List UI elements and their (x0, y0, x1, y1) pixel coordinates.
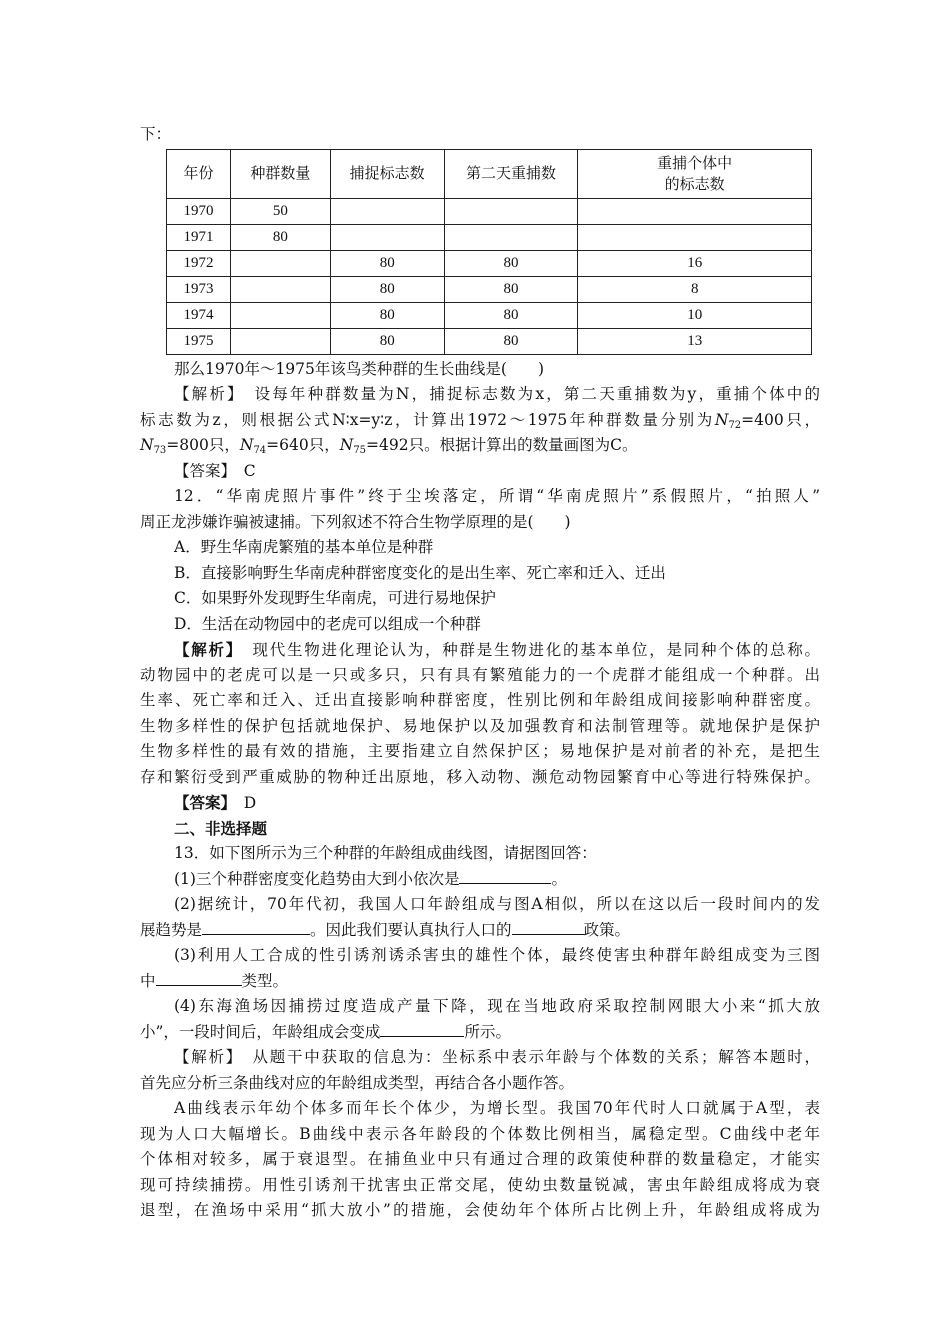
q12-analysis-line: 动物园中的老虎可以是一只或多只，只有具有繁殖能力的一个虎群才能组成一个种群。出 (140, 665, 820, 684)
q11-question: 那么1970年～1975年该鸟类种群的生长曲线是( ) (174, 359, 544, 378)
q12-option-c: C．如果野外发现野生华南虎，可进行易地保护 (174, 589, 496, 607)
q11-analysis-line: $N_{73}=800$只，$N_{74}=640$只，$N_{75}=492$只。根据计算出的数量画图为C。 (140, 436, 638, 456)
table-row: 1974 80 80 10 (167, 302, 812, 328)
section-heading: 二、非选择题 (174, 818, 268, 838)
q12-option-d: D．生活在动物园中的老虎可以组成一个种群 (174, 614, 481, 633)
q12-analysis-line: 【解析】 现代生物进化理论认为，种群是生物进化的基本单位，是同种个体的总称。 (174, 640, 820, 659)
q12-answer: 【答案】 D (174, 793, 257, 812)
header-year: 年份 (167, 149, 231, 198)
q12-analysis-line: 生物多样性的保护包括就地保护、易地保护以及加强教育和法制管理等。就地保护是保护 (140, 716, 820, 735)
header-marked: 捕捉标志数 (330, 149, 444, 198)
population-table (166, 149, 812, 355)
q11-analysis-line: 【解析】 设每年种群数量为N，捕捉标志数为x，第二天重捕数为y，重捕个体中的 (174, 385, 820, 403)
q13-analysis-line: 现为人口大幅增长。B曲线中表示各年龄段的个体数比例相当，属稳定型。C曲线中老年 (140, 1124, 820, 1143)
q11-analysis-line: 标志数为z，则根据公式N∶x=y∶z，计算出1972～1975年种群数量分别为$N_{72}=400$只， (140, 410, 821, 431)
answer-blank (459, 867, 551, 884)
answer-blank (512, 918, 584, 935)
q13-part2: 展趋势是 。因此我们要认真执行人口的 政策。 (140, 918, 820, 944)
header-marked-recaptured: 重捕个体中 的标志数 (578, 149, 812, 198)
table-row: 1971 80 (167, 224, 812, 250)
q12-option-b: B．直接影响野生华南虎种群密度变化的是出生率、死亡率和迁入、迁出 (174, 563, 666, 582)
q12-stem: 12．“华南虎照片事件”终于尘埃落定，所谓“华南虎照片”系假照片，“拍照人” (174, 487, 820, 505)
q11-answer: 【答案】 C (174, 461, 256, 480)
q13-part3: 中 类型。 (140, 969, 820, 995)
header-recaptured: 第二天重捕数 (444, 149, 578, 198)
document-page (140, 122, 820, 1224)
table-header-row (167, 149, 812, 198)
q13-analysis-line: 现可持续捕捞。用性引诱剂干扰害虫正常交尾，使幼虫数量锐减，害虫年龄组成将成为衰 (140, 1175, 820, 1194)
q13-part2: (2)据统计，70年代初，我国人口年龄组成与图A相似，所以在这以后一段时间内的发 (174, 895, 820, 913)
q12-analysis-line: 生率、死亡率和迁入、迁出直接影响种群密度，性别比例和年龄组成间接影响种群密度。 (140, 691, 820, 709)
table-row: 1975 80 80 13 (167, 328, 812, 354)
q13-part4: 小”，一段时间后，年龄组成会变成 所示。 (140, 1020, 820, 1046)
q13-analysis-line: 退型，在渔场中采用“抓大放小”的措施，会使幼年个体所占比例上升，年龄组成将成为 (140, 1201, 820, 1219)
q12-option-a: A．野生华南虎繁殖的基本单位是种群 (174, 538, 434, 556)
answer-blank (202, 918, 310, 935)
intro-fragment: 下： (140, 125, 172, 143)
q13-analysis-line: 【解析】 从题干中获取的信息为：坐标系中表示年龄与个体数的关系；解答本题时， (174, 1048, 820, 1066)
table-row: 1970 50 (167, 198, 812, 224)
q13-stem: 13．如下图所示为三个种群的年龄组成曲线图，请据图回答： (174, 844, 597, 862)
q13-analysis-line: A曲线表示年幼个体多而年长个体少，为增长型。我国70年代时人口就属于A型，表 (174, 1099, 820, 1117)
q13-part4: (4)东海渔场因捕捞过度造成产量下降，现在当地政府采取控制网眼大小来“抓大放 (174, 997, 820, 1015)
q12-analysis-line: 存和繁衍受到严重威胁的物种迁出原地，移入动物、濒危动物园繁育中心等进行特殊保护。 (140, 767, 820, 786)
answer-blank (380, 1020, 464, 1037)
q13-analysis-line: 个体相对较多，属于衰退型。在捕鱼业中只有通过合理的政策使种群的数量稳定，才能实 (140, 1150, 820, 1168)
table-row: 1973 80 80 8 (167, 276, 812, 302)
q12-stem: 周正龙涉嫌诈骗被逮捕。下列叙述不符合生物学原理的是( ) (140, 512, 571, 531)
q12-analysis-line: 生物多样性的最有效的措施，主要指建立自然保护区；易地保护是对前者的补充，是把生 (140, 742, 820, 760)
answer-blank (156, 969, 242, 986)
q13-part1: (1)三个种群密度变化趋势由大到小依次是 。 (140, 867, 820, 893)
table-row: 1972 80 80 16 (167, 250, 812, 276)
q13-part3: (3)利用人工合成的性引诱剂诱杀害虫的雄性个体，最终使害虫种群年龄组成变为三图 (174, 946, 820, 964)
header-population: 种群数量 (230, 149, 330, 198)
q13-analysis-line: 首先应分析三条曲线对应的年龄组成类型，再结合各小题作答。 (140, 1073, 575, 1092)
